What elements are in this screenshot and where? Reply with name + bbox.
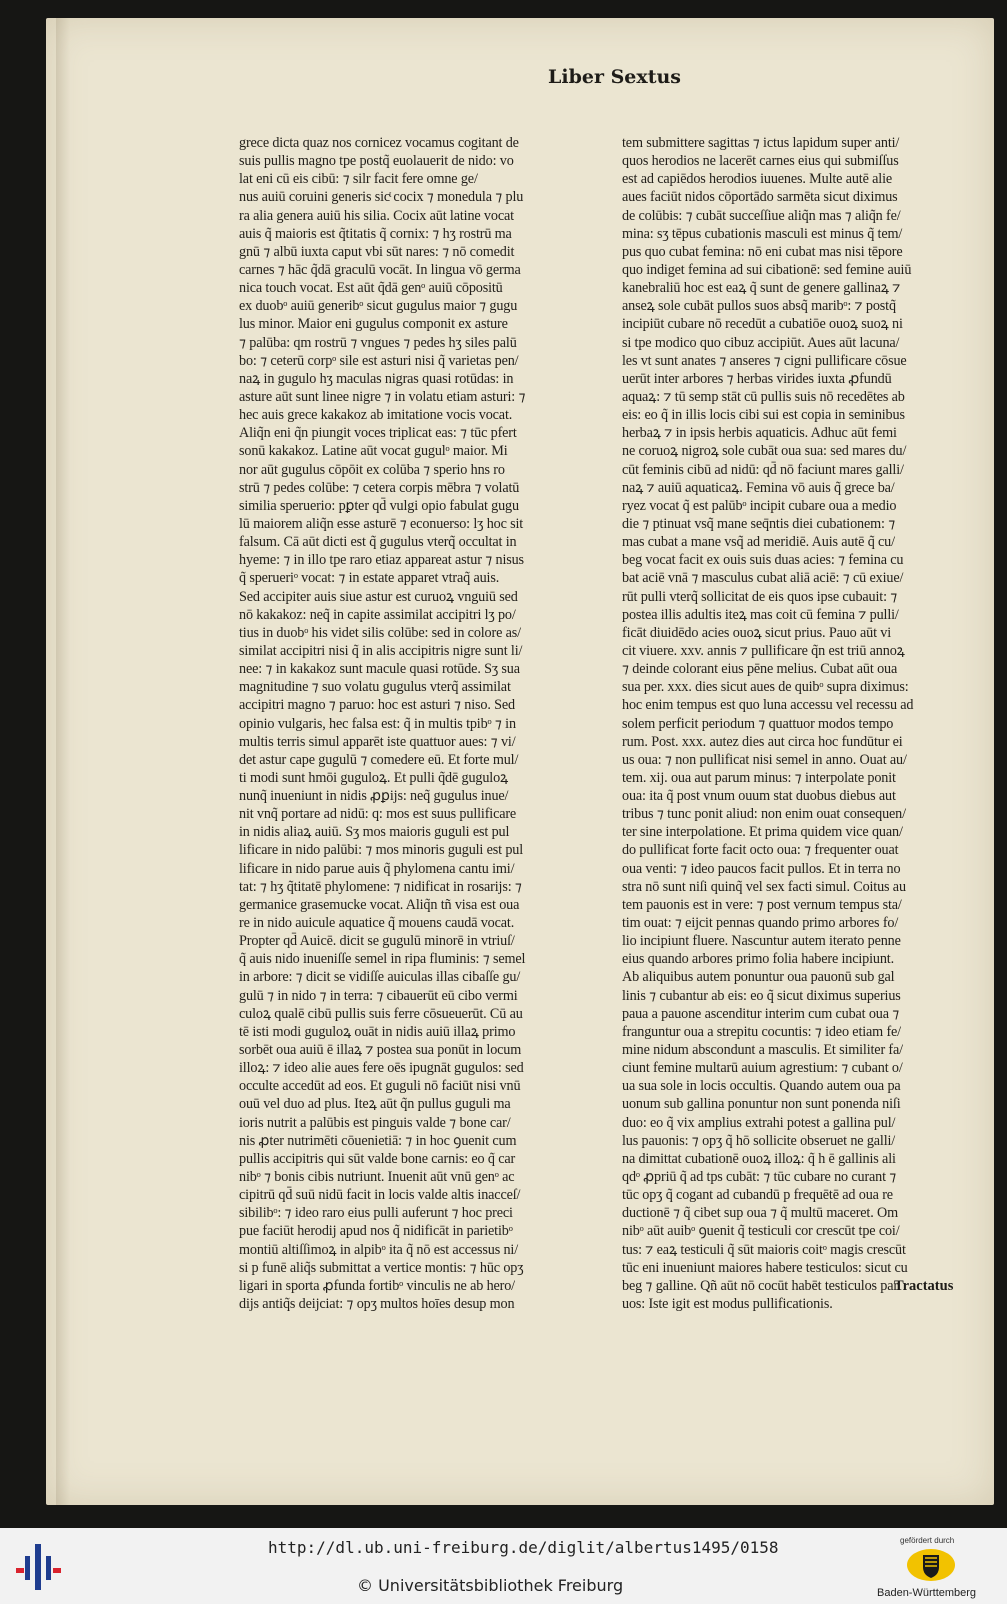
text-line: mas cubat a mane vsq̃ ad meridiē. Auis autē q̃ cu/ xyxy=(622,534,895,551)
text-line: ioris nutrit a palūbis est pinguis valde ⁊ bone car/ xyxy=(239,1114,511,1131)
text-line: occulte accedūt ad eos. Et guguli nō faciūt nisi vnū xyxy=(239,1078,521,1095)
text-line: eis: eo q̃ in illis locis cibi sui est copia in seminibus xyxy=(622,407,905,424)
text-line: Sed accipiter auis siue astur est curuoꝝ vnguiū sed xyxy=(239,588,518,605)
text-line: ciunt femine multarū auium agrestium: ⁊ cubant o/ xyxy=(622,1060,903,1077)
text-line: rūt pulli vterq̃ sollicitat de eis quos ipse cubauit: ⁊ xyxy=(622,588,898,605)
text-line: illoꝝ: ⁊ ideo alie aues fere oēs ipugnāt gugulos: sed xyxy=(239,1060,524,1077)
text-line: us oua: ⁊ non pullificat nisi semel in anno. Ouat au/ xyxy=(622,751,907,768)
text-line: ⁊ deinde colorant eius pēne melius. Cubat aūt oua xyxy=(622,661,898,678)
text-line: gulū ⁊ in nido ⁊ in terra: ⁊ cibauerūt eū cibo vermi xyxy=(239,987,518,1004)
library-logo-icon xyxy=(14,1542,64,1592)
text-line: ficāt diuidēdo acies ouoꝝ sicut prius. Pauo aūt vi xyxy=(622,624,892,641)
text-line: carnes ⁊ hāc q̃dā graculū vocāt. In lingua vō germa xyxy=(239,261,521,278)
text-line: uos: Iste igit est modus pullificationis. xyxy=(622,1296,833,1312)
text-line: cipitrū qd̄ suū nidū facit in locis valde altis inacceſ/ xyxy=(239,1187,521,1204)
running-head: Liber Sextus xyxy=(548,66,681,88)
text-line: uerūt inter arbores ⁊ herbas virides iuxta ꝓfundū xyxy=(622,370,892,387)
text-line: strū ⁊ pedes colūbe: ⁊ cetera corpis mēbra ⁊ volatū xyxy=(239,479,520,496)
text-line: suis pullis magno tpe postq̃ euolauerit de nido: vo xyxy=(239,153,514,170)
text-line: lus minor. Maior eni gugulus componit ex asture xyxy=(239,316,508,333)
text-line: falsum. Cā aūt dicti est q̃ gugulus vterq̃ occultat in xyxy=(239,534,517,551)
text-line: similia sperueriо: pꝑter qd̄ vulgi opio fabulat gugu xyxy=(239,497,519,514)
text-line: pullis accipitris qui sūt valde bone carnis: eo q̃ car xyxy=(239,1150,516,1167)
text-line: si p funē aliq̃s submittat a vertice montis: ⁊ hūc opʒ xyxy=(239,1259,524,1276)
text-line: in arbore: ⁊ dicit se vidiſſe auiculas illas cibaſſe gu/ xyxy=(239,969,521,986)
text-line: tim ouat: ⁊ eijcit pennas quando primo arbores fo/ xyxy=(622,915,899,932)
text-line: hoc enim tempus est quo luna accessu vel recessu ad xyxy=(622,697,914,714)
text-line: ouū vel duo ad plus. Iteꝝ aūt q̃n pullus guguli ma xyxy=(239,1096,511,1113)
text-line: postea illis adultis iteꝝ mas coit cū femina ⁊ pulli/ xyxy=(622,606,899,623)
text-line: nis ꝓter nutrimēti cōuenietiā: ⁊ in hoc ꝯuenit cum xyxy=(239,1132,517,1149)
text-line: quo indiget femina ad sui cibationē: sed femine auiū xyxy=(622,261,912,278)
text-line: sorbēt oua auiū ē illaꝝ ⁊ postea sua ponūt in locum xyxy=(239,1042,522,1059)
text-line: nō kakakoz: neq̃ in capite assimilat accipitri lʒ po/ xyxy=(239,606,516,623)
text-line: ⁊ palūba: qm rostrū ⁊ vngues ⁊ pedes hʒ siles palū xyxy=(239,334,517,351)
text-line: germanice grasemucke vocat. Aliq̃n tñ visa est oua xyxy=(239,896,520,913)
permalink-url[interactable]: http://dl.ub.uni-freiburg.de/diglit/albertus1495/0158 xyxy=(268,1538,779,1557)
text-line: gnū ⁊ albū iuxta caput vbi sūt nares: ⁊ nō comedit xyxy=(239,243,515,260)
text-line: lio incipiunt fluere. Nascuntur autem iterato penne xyxy=(622,933,901,950)
text-line: linis ⁊ cubantur ab eis: eo q̃ sicut diximus superius xyxy=(622,987,901,1004)
text-line: nus auiū coruini generis sicͭ cocix ⁊ monedula ⁊ plu xyxy=(239,189,524,206)
text-line: culoꝝ qualē cibū pullis suis ferre cōsueuerūt. Cū au xyxy=(239,1005,523,1022)
text-line: die ⁊ ptinuat vsq̃ mane seq̄ntis diei cubationem: ⁊ xyxy=(622,515,896,532)
text-line: accipitri magno ⁊ paruo: hoc est asturi ⁊ niso. Sed xyxy=(239,697,515,714)
text-line: nit vnq̃ portare ad nidū: q: mos est suus pullificare xyxy=(239,806,517,823)
text-line: mine nidum abscondunt a masculis. Et similiter fa/ xyxy=(622,1042,903,1059)
state-crest-icon xyxy=(906,1548,956,1582)
text-line: uonum sub gallina ponuntur non sunt ponenda niſi xyxy=(622,1096,901,1113)
text-line: ryez vocat q̃ est palūbᵒ incipit cubare oua a medio xyxy=(622,497,897,514)
text-line: auis q̃ maioris est q̃titatis q̃ cornix: ⁊ hʒ rostrū ma xyxy=(239,225,512,242)
text-line: multis terris simul apparēt iste quattuor aues: ⁊ vi/ xyxy=(239,733,516,750)
funded-by-label: gefördert durch xyxy=(900,1536,955,1545)
text-line: sibilibᵒ: ⁊ ideo raro eius pulli auferunt ⁊ hoc preci xyxy=(239,1205,513,1222)
text-line: cit viuere. xxv. annis ⁊ pullificare q̃n est triū annoꝝ xyxy=(622,642,905,659)
text-line: de colūbis: ⁊ cubāt succeſſiue aliq̃n mas ⁊ aliq̃n fe/ xyxy=(622,207,901,224)
text-line: ra alia genera auiū his silia. Cocix aūt latine vocat xyxy=(239,207,514,224)
right-text-column xyxy=(622,134,971,1313)
text-line: Propter qd̄ Auicē. dicit se gugulū minorē in vtriuſ/ xyxy=(239,933,515,950)
text-line: tem submittere sagittas ⁊ ictus lapidum super anti/ xyxy=(622,135,900,151)
text-line: hyeme: ⁊ in illo tpe raro etiaz appareat astur ⁊ nisus xyxy=(239,552,524,569)
text-line: ua sua sole in locis occultis. Quando autem oua pa xyxy=(622,1078,901,1095)
text-line: oua: ita q̃ post vnum ouum stat duobus diebus aut xyxy=(622,788,896,805)
left-text-column xyxy=(239,134,588,1313)
text-line: qdᵒ ꝓpriū q̃ ad tps cubāt: ⁊ tūc cubare no curant ⁊ xyxy=(622,1169,897,1186)
text-line: kanebraliū hoc est eaꝝ q̃ sunt de genere gallinaꝝ ⁊ xyxy=(622,280,901,297)
text-line: herbaꝝ ⁊ in ipsis herbis aquaticis. Adhuc aūt femi xyxy=(622,425,897,442)
copyright-notice: © Universitätsbibliothek Freiburg xyxy=(357,1576,624,1595)
text-line: dijs antiq̃s deijciat: ⁊ opʒ multos hoīes desup mon xyxy=(239,1296,515,1312)
text-line: nibᵒ aūt auibᵒ ꝯuenit q̃ testiculi cor crescūt tpe coi/ xyxy=(622,1223,900,1240)
text-line: lū maiorem aliq̃n esse asturē ⁊ econuerso: lʒ hoc sit xyxy=(239,515,524,532)
text-line: cūt feminis cibū ad nidū: qd̄ nō faciunt mares galli/ xyxy=(622,461,904,478)
catchword: Tractatus xyxy=(894,1278,954,1294)
text-line: pue faciūt herodij apud nos q̃ nidificāt in parietibᵒ xyxy=(239,1223,513,1240)
text-line: tem. xij. oua aut parum minus: ⁊ interpolate ponit xyxy=(622,769,896,786)
text-line: nica touch vocat. Est aūt q̃dā genᵒ auiū cōpositū xyxy=(239,280,503,297)
text-line: sua per. xxx. dies sicut aues de quibᵒ supra diximus: xyxy=(622,679,909,696)
text-line: aquaꝝ: ⁊ tū semp stāt cū pullis suis nō recedētes ab xyxy=(622,388,905,405)
text-line: similat accipitri nisi q̃ in alis accipitris nigre sunt li/ xyxy=(239,642,523,659)
text-line: beg vocat facit ex ouis suis duas acies: ⁊ femina cu xyxy=(622,552,904,569)
text-line: tat: ⁊ hʒ q̃titatē phylomene: ⁊ nidificat in rosarijs: ⁊ xyxy=(239,878,522,895)
text-line: do pullificat forte facit octo oua: ⁊ frequenter ouat xyxy=(622,842,899,859)
text-line: tem pauonis est in vere: ⁊ post vernum tempus sta/ xyxy=(622,896,902,913)
text-line: naꝝ ⁊ auiū aquaticaꝝ. Femina vō auis q̃ grece ba/ xyxy=(622,479,895,496)
text-line: aues faciūt nidos cōportādo sarmēta sicut diximus xyxy=(622,189,898,206)
text-line: beg ⁊ galline. Qñ aūt nō cocūt habēt testiculos par xyxy=(622,1277,898,1294)
text-line: montiū altiſſimoꝝ in alpibᵒ ita q̃ nō est accessus ni/ xyxy=(239,1241,518,1258)
text-line: nor aūt gugulus cōpōit ex colūba ⁊ sperio hns ro xyxy=(239,461,505,478)
text-line: asture aūt sunt linee nigre ⁊ in volatu etiam asturi: ⁊ xyxy=(239,388,526,405)
text-line: ter sine interpolatione. Et prima quidem vice quan/ xyxy=(622,824,903,841)
text-line: stra nō sunt niſi quinq̃ vel sex facti simul. Coitus au xyxy=(622,878,906,895)
text-line: quos herodios ne lacerēt carnes eius qui submiſſus xyxy=(622,153,899,170)
text-line: det astur cape gugulū ⁊ comedere eū. Et forte mul/ xyxy=(239,751,519,768)
text-line: naꝝ in gugulo hʒ maculas nigras quasi rotūdas: in xyxy=(239,370,514,387)
text-line: est ad capiēdos herodios iuuenes. Multe autē alie xyxy=(622,171,893,188)
text-line: ligari in sporta ꝓfunda fortibᵒ vinculis ne ab hero/ xyxy=(239,1277,515,1294)
text-line: anseꝝ sole cubāt pullos suos absq̃ maribᵒ: ⁊ postq̃ xyxy=(622,298,896,315)
text-line: bat aciē vnā ⁊ masculus cubat aliā aciē: ⁊ cū exiue/ xyxy=(622,570,904,587)
text-line: eius quando arbores primo folia habere incipiunt. xyxy=(622,951,894,968)
viewer-footer xyxy=(0,1528,1007,1604)
text-line: incipiūt cubare nō recedūt a cubatiōe ouoꝝ suoꝝ ni xyxy=(622,316,903,333)
text-line: tribus ⁊ tunc ponit aliud: non enim ouat consequen/ xyxy=(622,806,906,823)
text-line: in nidis aliaꝝ auiū. Sʒ mos maioris guguli est pul xyxy=(239,824,510,841)
text-line: q̃ auis nido inueniſſe semel in ripa fluminis: ⁊ semel xyxy=(239,951,526,968)
text-line: hec auis grece kakakoz ab imitatione vocis vocat. xyxy=(239,407,513,424)
text-line: les vt sunt anates ⁊ anseres ⁊ cigni pullificare cōsue xyxy=(622,352,907,369)
text-line: lat eni cū eis cibū: ⁊ silr facit fere omne ge/ xyxy=(239,171,478,188)
text-line: nunq̃ inueniunt in nidis ꝓꝑijs: neq̃ gugulus inue/ xyxy=(239,788,509,805)
text-line: rum. Post. xxx. autez dies aut circa hoc fundūtur ei xyxy=(622,733,903,750)
text-line: solem perficit periodum ⁊ quattuor modos tempo xyxy=(622,715,894,732)
text-line: bo: ⁊ ceterū corpᵒ sile est asturi nisi q̃ varietas pen/ xyxy=(239,352,519,369)
text-line: sonū kakakoz. Latine aūt vocat gugulᵒ maior. Mi xyxy=(239,443,508,460)
text-line: Ab aliquibus autem ponuntur oua pauonū sub gal xyxy=(622,969,895,986)
text-line: q̃ sperueriᵒ vocat: ⁊ in estate apparet vtraq̃ auis. xyxy=(239,570,500,587)
text-line: lus pauonis: ⁊ opʒ q̃ hō sollicite obseruet ne galli/ xyxy=(622,1132,896,1149)
text-line: ti modi sunt hmōi guguloꝝ. Et pulli q̃dē guguloꝝ xyxy=(239,769,509,786)
text-line: tūc opʒ q̃ cogant ad cubandū p frequētē ad oua re xyxy=(622,1187,893,1204)
text-line: opinio vulgaris, hec falsa est: q̃ in multis tpibᵒ ⁊ in xyxy=(239,715,516,732)
text-line: nibᵒ ⁊ bonis cibis nutriunt. Inuenit aūt vnū genᵒ ac xyxy=(239,1169,515,1186)
text-line: magnitudine ⁊ suo volatu gugulus vterq̃ assimilat xyxy=(239,679,511,696)
text-line: lificare in nido parue auis q̃ phylomena cantu imi/ xyxy=(239,860,515,877)
text-line: ductionē ⁊ q̃ cibet sup oua ⁊ q̃ multū maceret. Om xyxy=(622,1205,899,1222)
text-line: tius in duobᵒ his videt silis colūbe: sed in colore as/ xyxy=(239,624,521,641)
state-name: Baden-Württemberg xyxy=(877,1587,977,1599)
text-line: ex duobᵒ auiū generibᵒ sicut gugulus maior ⁊ gugu xyxy=(239,298,518,315)
text-line: pus quo cubat femina: nō eni cubat mas nisi tēpore xyxy=(622,243,903,260)
text-line: mina: sʒ tēpus cubationis masculi est minus q̃ tem/ xyxy=(622,225,903,242)
text-line: lificare in nido palūbi: ⁊ mos minoris guguli est pul xyxy=(239,842,524,859)
text-line: na dimittat cubationē ouoꝝ illoꝝ: q̃ h ē gallinis ali xyxy=(622,1150,896,1167)
text-line: franguntur oua a strepitu cocuntis: ⁊ ideo etiam fe/ xyxy=(622,1023,901,1040)
text-line: duo: eo q̃ vix amplius extrahi potest a gallina pul/ xyxy=(622,1114,896,1131)
text-line: grece dicta quaz nos cornicez vocamus cogitant de xyxy=(239,135,519,151)
text-line: si tpe modico quo cibuz accipiūt. Aues aūt lacuna/ xyxy=(622,334,900,351)
text-line: re in nido auicule aquatice q̃ mouens caudā vocat. xyxy=(239,915,515,932)
text-line: Aliq̃n eni q̃n piungit voces triplicat eas: ⁊ tūc pfert xyxy=(239,425,517,442)
text-line: tē isti modi guguloꝝ ouāt in nidis auiū illaꝝ primo xyxy=(239,1023,516,1040)
text-line: tūc eni inueniunt maiores habere testiculos: sicut cu xyxy=(622,1259,908,1276)
text-line: tus: ⁊ eaꝝ testiculi q̃ sūt maioris coitᵒ magis crescūt xyxy=(622,1241,906,1258)
text-line: oua venti: ⁊ ideo paucos facit pullos. Et in terra no xyxy=(622,860,901,877)
text-line: paua a pauone ascenditur interim cum cubat oua ⁊ xyxy=(622,1005,900,1022)
text-line: ne coruoꝝ nigroꝝ sole cubāt oua sua: sed mares du/ xyxy=(622,443,907,460)
text-line: nee: ⁊ in kakakoz sunt macule quasi rotūde. Sʒ sua xyxy=(239,661,520,678)
